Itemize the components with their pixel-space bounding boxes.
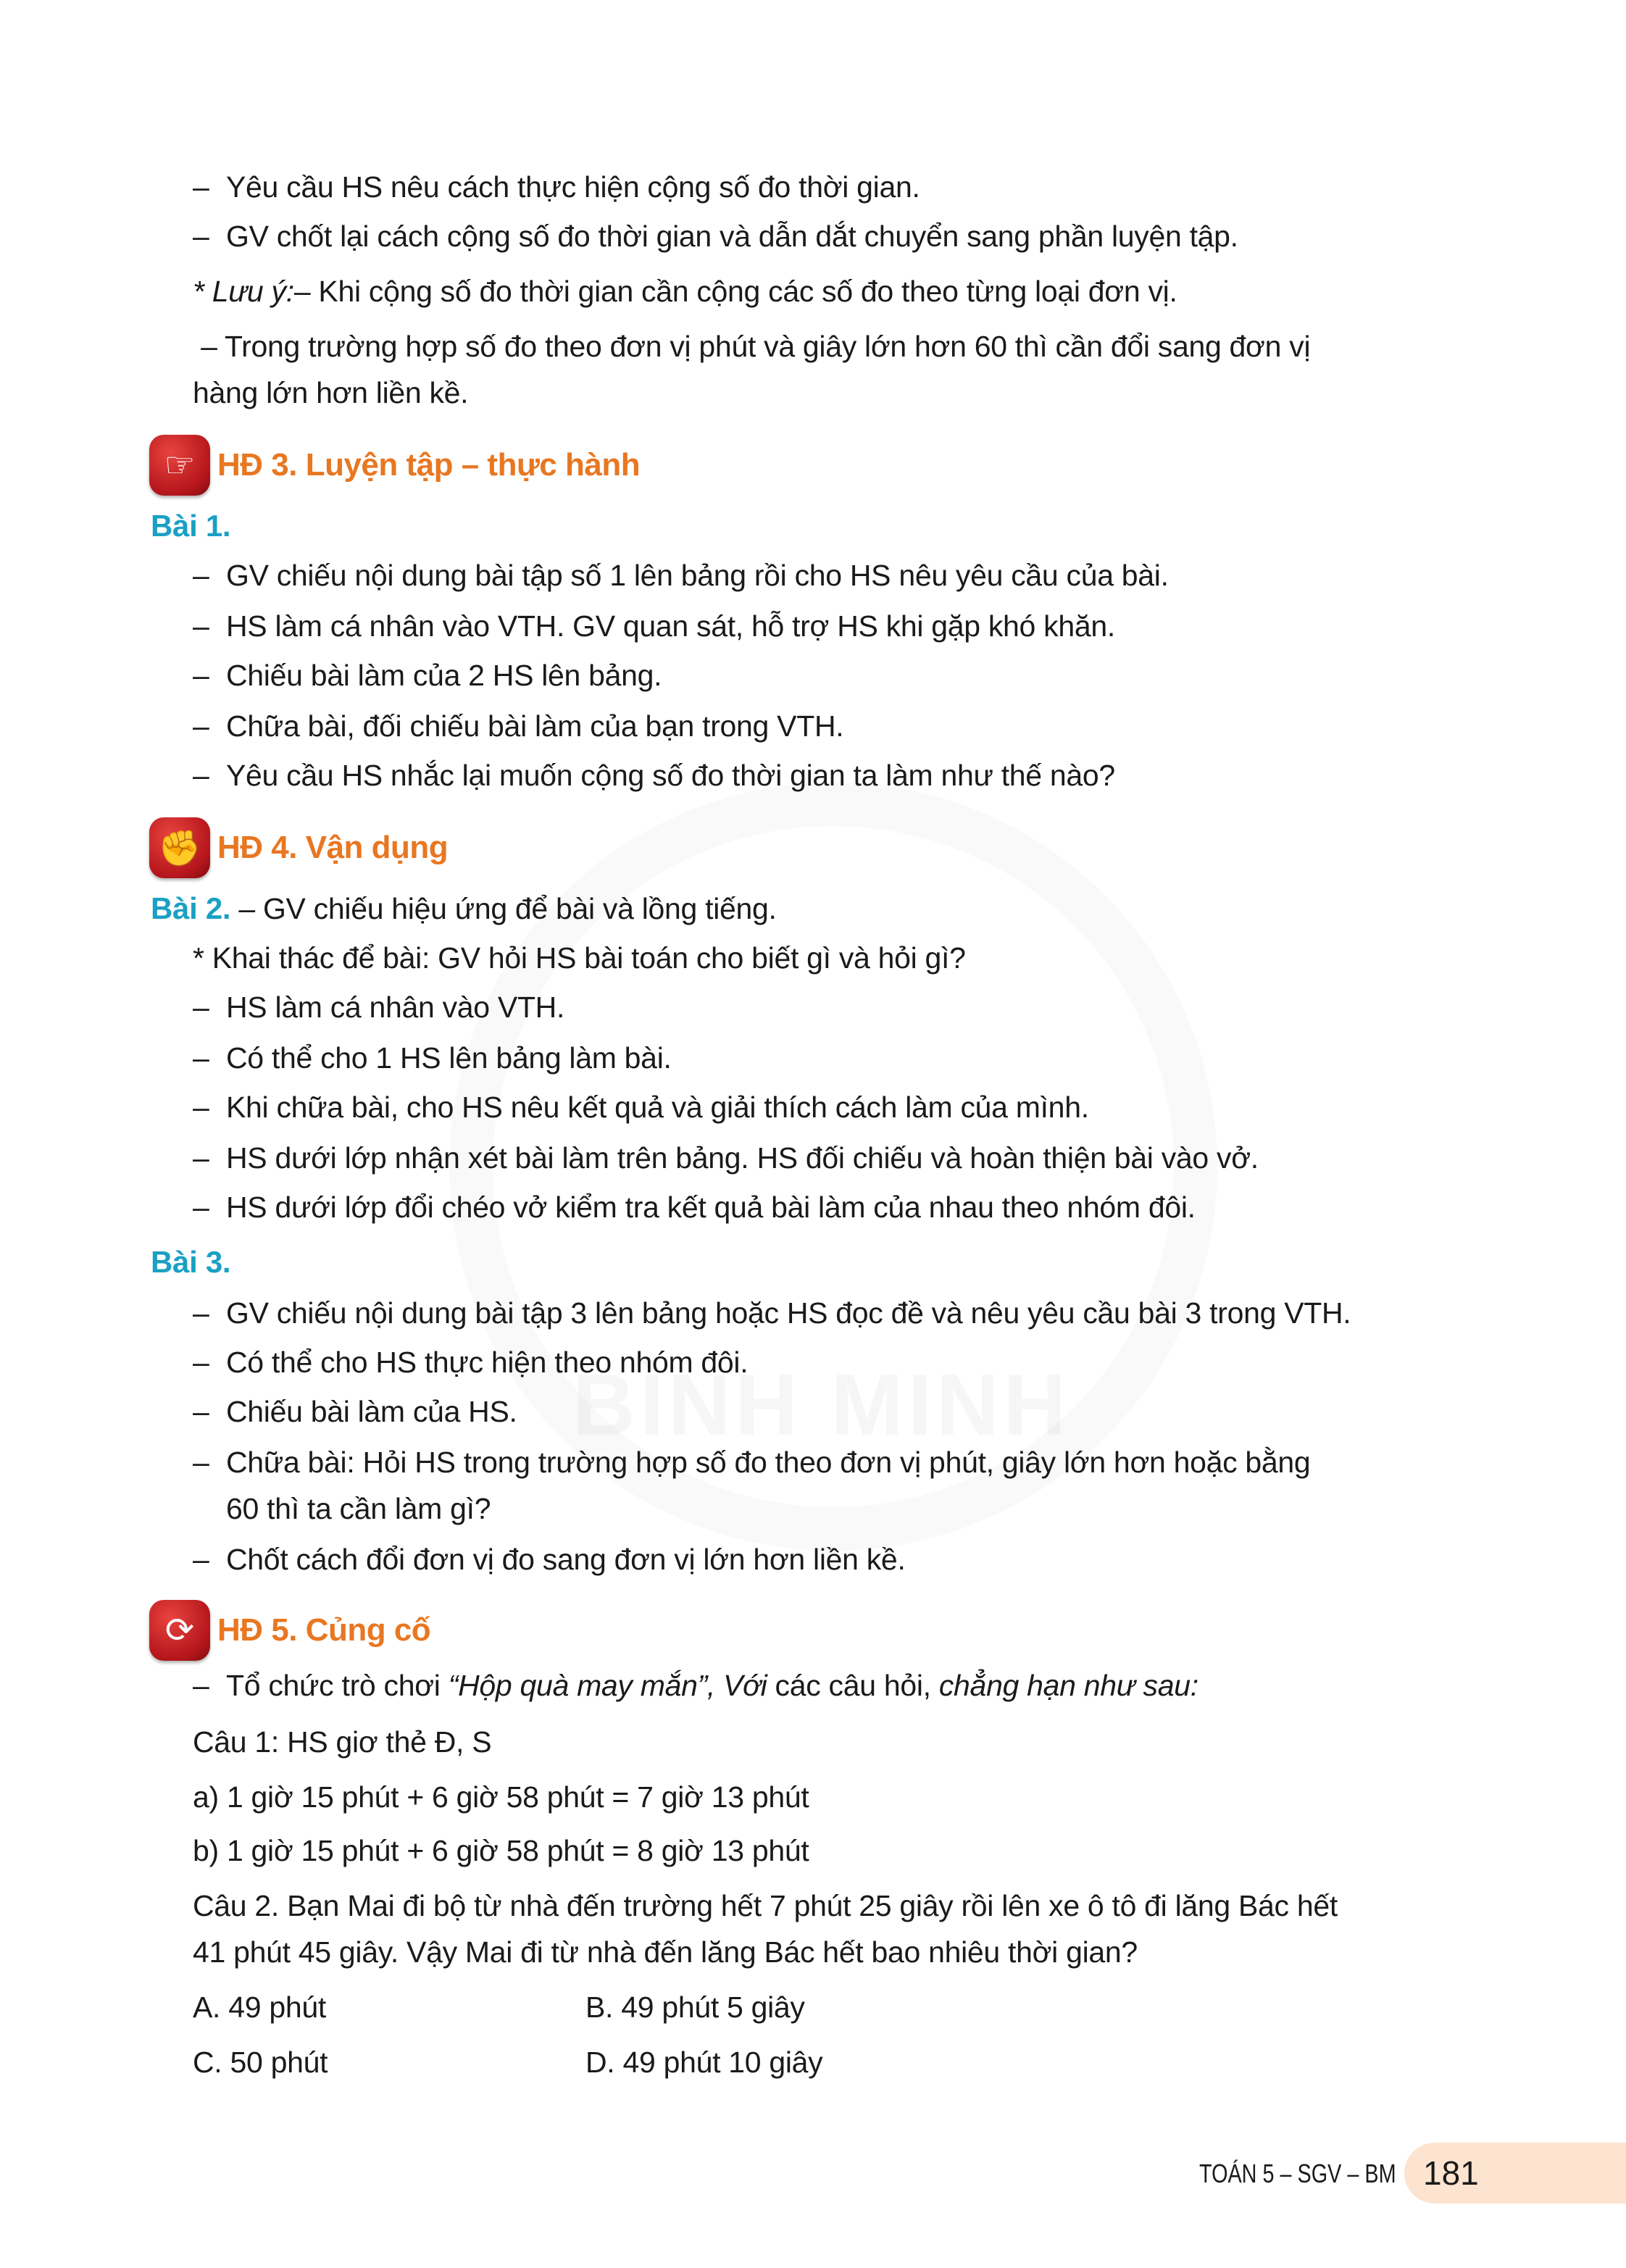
list-item: – HS dưới lớp đổi chéo vở kiểm tra kết quả bài làm của nhau theo nhóm đôi. [193,1191,1196,1224]
list-item: – Chiếu bài làm của 2 HS lên bảng. [193,659,662,692]
hd3-heading: ☞ HĐ 3. Luyện tập – thực hành [149,433,640,497]
bai2-line: Bài 2. – GV chiếu hiệu ứng để bài và lồng tiếng. [151,891,777,925]
refresh-icon: ⟳ [149,1600,210,1661]
question-2: Câu 2. Bạn Mai đi bộ từ nhà đến trường hết 7 phút 25 giây rồi lên xe ô tô đi lăng Bác hết [193,1889,1338,1922]
list-item: – Yêu cầu HS nêu cách thực hiện cộng số đo thời gian. [193,170,920,204]
option-a: A. 49 phút [193,1990,326,2024]
note: * Lưu ý:– Khi cộng số đo thời gian cần cộng các số đo theo từng loại đơn vị. [193,275,1177,308]
list-item: – GV chiếu nội dung bài tập 3 lên bảng hoặc HS đọc đề và nêu yêu cầu bài 3 trong VTH. [193,1296,1351,1330]
list-item: – Chiếu bài làm của HS. [193,1395,517,1428]
list-item: – Có thể cho HS thực hiện theo nhóm đôi. [193,1346,749,1379]
list-item: – Chốt cách đổi đơn vị đo sang đơn vị lớn hơn liền kề. [193,1543,906,1576]
question-1b: b) 1 giờ 15 phút + 6 giờ 58 phút = 8 giờ 13 phút [193,1834,809,1867]
note-line: – Trong trường hợp số đo theo đơn vị phút và giây lớn hơn 60 thì cần đổi sang đơn vị [193,330,1311,363]
note-line: hàng lớn hơn liền kề. [193,376,469,409]
option-d: D. 49 phút 10 giây [585,2046,823,2079]
question-2-cont: 41 phút 45 giây. Vậy Mai đi từ nhà đến lăng Bác hết bao nhiêu thời gian? [193,1935,1138,1969]
list-item-cont: 60 thì ta cần làm gì? [226,1492,491,1525]
list-item: – HS dưới lớp nhận xét bài làm trên bảng. HS đối chiếu và hoàn thiện bài vào vở. [193,1141,1259,1175]
question-1a: a) 1 giờ 15 phút + 6 giờ 58 phút = 7 giờ 13 phút [193,1780,809,1814]
list-item: – Tổ chức trò chơi “Hộp quà may mắn”, Với các câu hỏi, chẳng hạn như sau: [193,1669,1198,1702]
option-c: C. 50 phút [193,2046,328,2079]
question-1: Câu 1: HS giơ thẻ Đ, S [193,1725,492,1759]
list-item: – Khi chữa bài, cho HS nêu kết quả và giải thích cách làm của mình. [193,1091,1089,1124]
list-item: – Chữa bài, đối chiếu bài làm của bạn trong VTH. [193,709,844,743]
list-item: – GV chốt lại cách cộng số đo thời gian và dẫn dắt chuyển sang phần luyện tập. [193,220,1238,253]
list-item: – HS làm cá nhân vào VTH. [193,991,565,1024]
footer-book-title: TOÁN 5 – SGV – BM [1199,2159,1396,2188]
fist-icon: ✊ [149,817,210,878]
list-item: – Yêu cầu HS nhắc lại muốn cộng số đo thời gian ta làm như thế nào? [193,759,1115,792]
bai3-label: Bài 3. [151,1245,231,1279]
option-b: B. 49 phút 5 giây [585,1990,805,2024]
hd5-heading: ⟳ HĐ 5. Củng cố [149,1598,430,1662]
khai-thac: * Khai thác để bài: GV hỏi HS bài toán cho biết gì và hỏi gì? [193,941,966,975]
list-item: – Chữa bài: Hỏi HS trong trường hợp số đo theo đơn vị phút, giây lớn hơn hoặc bằng [193,1446,1311,1479]
list-item: – Có thể cho 1 HS lên bảng làm bài. [193,1041,672,1075]
list-item: – GV chiếu nội dung bài tập số 1 lên bảng rồi cho HS nêu yêu cầu của bài. [193,559,1169,592]
list-item: – HS làm cá nhân vào VTH. GV quan sát, hỗ trợ HS khi gặp khó khăn. [193,609,1115,643]
hands-icon: ☞ [149,435,210,496]
page-number: 181 [1404,2143,1626,2204]
bai1-label: Bài 1. [151,509,231,543]
hd4-heading: ✊ HĐ 4. Vận dụng [149,816,448,880]
